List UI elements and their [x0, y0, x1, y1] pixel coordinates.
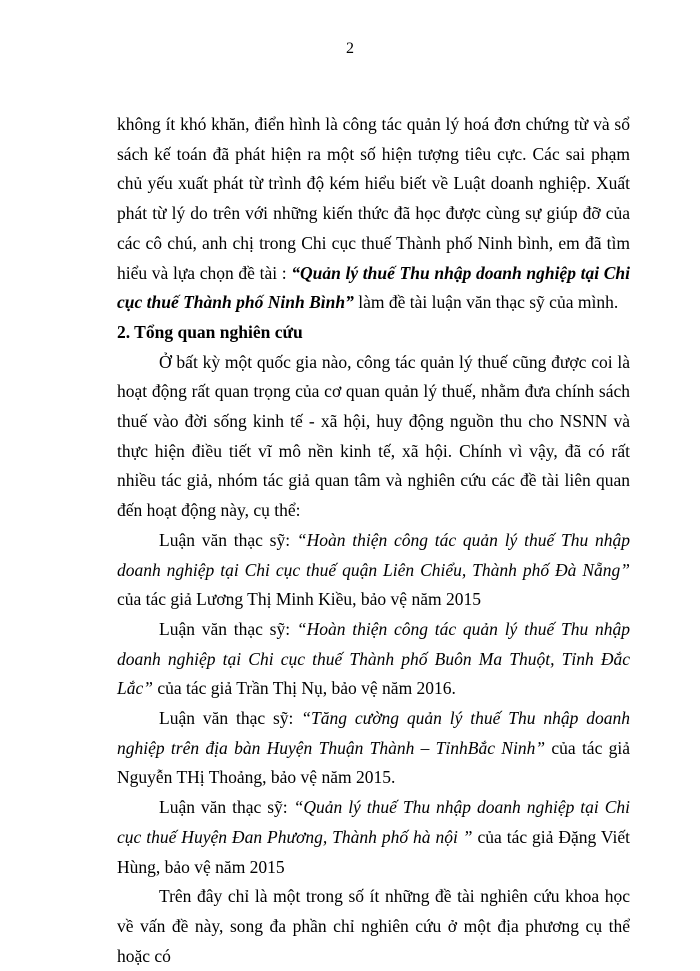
- thesis-title: “Hoàn thiện công tác quản lý thuế Thu nhập doanh nghiệp tại Chi cục thuế quận Liên Chiểu, Thành phố Đà Nẵng”: [117, 529, 630, 580]
- paragraph-topic-selection: [117, 110, 630, 318]
- topic-title: “Quản lý thuế Thu nhập doanh nghiệp tại Chi cục thuế Thành phố Ninh Bình”: [117, 262, 630, 313]
- paragraph-text: không ít khó khăn, điển hình là công tác quản lý hoá đơn chứng từ và sổ sách kế toán đã phát hiện ra một số hiện tượng tiêu cực. Các sai phạm chủ yếu xuất phát từ trình độ kém hiểu biết về Luật doanh nghiệp. Xuất phát từ lý do trên với những kiến thức đã học được cùng sự giúp đỡ của các cô chú, anh chị trong Chi cục thuế Thành phố Ninh bình, em đã tìm hiểu và lựa chọn đề tài :: [117, 114, 630, 283]
- thesis-item: [117, 704, 630, 793]
- section-heading: 2. Tổng quan nghiên cứu: [117, 321, 303, 342]
- thesis-prefix: Luận văn thạc sỹ:: [159, 618, 297, 639]
- thesis-title: “Tăng cường quản lý thuế Thu nhập doanh nghiệp trên địa bàn Huyện Thuận Thành – TỉnhBắc Ninh”: [117, 708, 631, 758]
- thesis-author: của tác giả Đặng Viết Hùng, bảo vệ năm 2015: [117, 826, 630, 877]
- thesis-author: của tác giả Lương Thị Minh Kiều, bảo vệ năm 2015: [117, 589, 481, 610]
- document-body: [117, 110, 630, 971]
- thesis-title: “Quản lý thuế Thu nhập doanh nghiệp tại Chi cục thuế Huyện Đan Phương, Thành phố hà nội ”: [117, 797, 631, 847]
- paragraph-closing: Trên đây chỉ là một trong số ít những đề tài nghiên cứu khoa học về vấn đề này, song đa phần chỉ nghiên cứu ở một địa phương cụ thể hoặc có: [117, 886, 630, 966]
- page-number: 2: [346, 40, 354, 57]
- thesis-title: “Hoàn thiện công tác quản lý thuế Thu nhập doanh nghiệp tại Chi cục thuế Thành phố Buôn Ma Thuột, Tỉnh Đắc Lắc”: [117, 618, 630, 699]
- thesis-author: của tác giả Nguyễn THị Thoảng, bảo vệ năm 2015.: [117, 737, 631, 788]
- thesis-author: của tác giả Trần Thị Nụ, bảo vệ năm 2016.: [152, 678, 456, 699]
- thesis-prefix: Luận văn thạc sỹ:: [159, 529, 297, 550]
- thesis-item: [117, 526, 630, 615]
- thesis-item: [117, 793, 630, 882]
- thesis-prefix: Luận văn thạc sỹ:: [159, 797, 294, 818]
- thesis-item: [117, 615, 630, 704]
- paragraph-text-end: làm đề tài luận văn thạc sỹ của mình.: [353, 292, 619, 313]
- paragraph-intro: Ở bất kỳ một quốc gia nào, công tác quản lý thuế cũng được coi là hoạt động rất quan trọng của cơ quan quản lý thuế, nhằm đưa chính sách thuế vào đời sống kinh tế - xã hội, huy động nguồn thu cho NSNN và thực hiện điều tiết vĩ mô nền kinh tế, xã hội. Chính vì vậy, đã có rất nhiều tác giả, nhóm tác giả quan tâm và nghiên cứu các đề tài liên quan đến hoạt động này, cụ thể:: [117, 351, 630, 521]
- thesis-prefix: Luận văn thạc sỹ:: [159, 708, 302, 729]
